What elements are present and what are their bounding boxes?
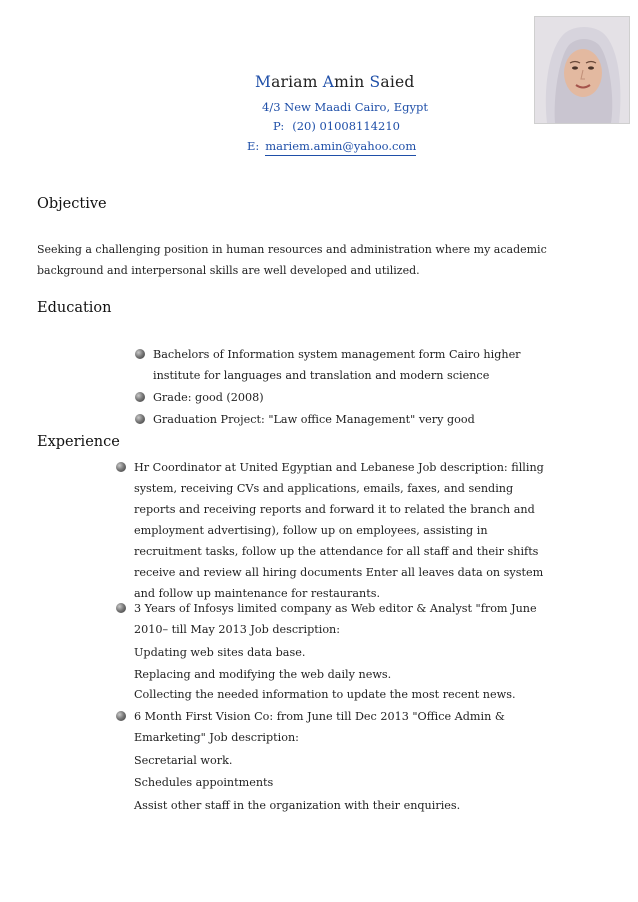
profile-photo [534, 16, 630, 124]
job-detail: Secretarial work. [134, 754, 233, 767]
objective-text: Seeking a challenging position in human resources and administration where my academic background and interpersonal skills are well developed and utilized. [37, 243, 547, 277]
objective-heading: Objective [37, 196, 107, 212]
education-item: Grade: good (2008) [135, 387, 555, 408]
job-detail: Schedules appointments [134, 776, 274, 789]
experience-item: 3 Years of Infosys limited company as Web editor & Analyst "from June 2010– till May 2013 Job description: [116, 598, 556, 640]
bullet-icon [135, 392, 145, 402]
bullet-icon [116, 711, 126, 721]
candidate-name: Mariam Amin Saied [255, 73, 415, 91]
job-detail: Collecting the needed information to update the most recent news. [134, 688, 516, 701]
email-label: E: [247, 139, 260, 153]
phone-number: (20) 01008114210 [292, 119, 400, 133]
phone-line [273, 119, 400, 133]
experience-heading: Experience [37, 434, 120, 450]
phone-label: P: [273, 119, 285, 133]
job-detail: Replacing and modifying the web daily news. [134, 668, 392, 681]
bullet-icon [135, 349, 145, 359]
bullet-icon [116, 603, 126, 613]
job-detail: Updating web sites data base. [134, 646, 306, 659]
experience-item: Hr Coordinator at United Egyptian and Lebanese Job description: filling system, receiving CVs and applications, emails, faxes, and sending reports and receiving reports and forward it to related the branch and employment advertising), follow up on employees, assisting in recruitment tasks, follow up the attendance for all staff and their shifts receive and review all hiring documents Enter all leaves data on system and follow up maintenance for restaurants. [116, 457, 556, 604]
experience-item: 6 Month First Vision Co: from June till Dec 2013 "Office Admin & Emarketing" Job description: [116, 706, 556, 748]
education-item: Bachelors of Information system management form Cairo higher institute for languages and translation and modern science [135, 344, 555, 386]
education-item: Graduation Project: "Law office Management" very good [135, 409, 555, 430]
email-link[interactable]: mariem.amin@yahoo.com [265, 139, 416, 156]
address-line: 4/3 New Maadi Cairo, Egypt [262, 100, 429, 114]
bullet-icon [135, 414, 145, 424]
bullet-icon [116, 462, 126, 472]
education-heading: Education [37, 300, 112, 316]
email-line [247, 139, 416, 153]
job-detail: Assist other staff in the organization with their enquiries. [134, 799, 461, 812]
